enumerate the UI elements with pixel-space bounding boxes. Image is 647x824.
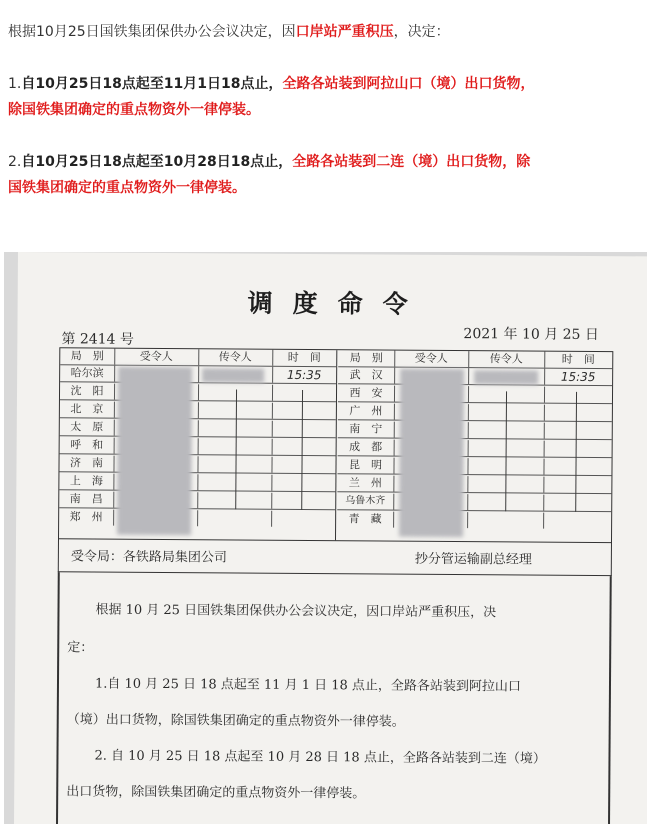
- body-line: 根据 10 月 25 日国铁集团保供办公会议决定，因口岸站严重积压，决: [95, 602, 497, 621]
- frame-left-line: [56, 572, 59, 824]
- bureau-cell: 呼 和: [60, 437, 115, 453]
- item-2-scope: 全路各站装到二连（境）出口货物，除: [292, 154, 531, 170]
- redacted-dispatcher: [202, 368, 264, 382]
- table-row: [60, 401, 336, 420]
- document-title: 调度命令: [247, 288, 428, 319]
- item-1-line-2: [8, 98, 260, 122]
- body-line: 2. 自 10 月 25 日 18 点起至 10 月 28 日 18 点止，全路各站装到二连（境）: [94, 748, 546, 767]
- item-1-except: 除: [8, 102, 22, 118]
- header-bureau: 局 别: [60, 348, 115, 364]
- item-2-line-1: [8, 150, 530, 174]
- header-time: 时 间: [561, 352, 595, 367]
- body-line: 1.自 10 月 25 日 18 点起至 11 月 1 日 18 点止，全路各站装到阿拉山口: [94, 676, 522, 695]
- recipient-table: [58, 347, 613, 543]
- intro-highlight: 口岸站严重积压: [295, 24, 394, 40]
- table-right-half: [337, 350, 612, 542]
- receiving-bureaus: 受令局：各铁路局集团公司: [70, 549, 227, 566]
- bureau-cell: 西 安: [338, 385, 395, 401]
- table-row: [338, 385, 612, 404]
- table-row: [59, 509, 335, 527]
- intro-tail: ，决定：: [393, 24, 450, 40]
- header-time: 时 间: [287, 350, 321, 365]
- bureau-cell: 乌鲁木齐: [337, 493, 394, 509]
- bureau-cell: 哈尔滨: [60, 365, 115, 381]
- time-cell: 15:35: [286, 367, 322, 383]
- header-recipient: 受令人: [114, 349, 199, 366]
- table-row: [337, 475, 611, 494]
- table-row: [337, 511, 611, 529]
- bureau-cell: 成 都: [338, 439, 395, 455]
- table-row: [338, 439, 612, 458]
- item-1-period: 自10月25日18点起至11月1日18点止，: [21, 76, 283, 92]
- body-line: 定：: [67, 640, 94, 656]
- redacted-dispatcher: [474, 370, 538, 384]
- dispatch-order-photo: [4, 252, 647, 824]
- table-row: [60, 437, 336, 456]
- table-row: [60, 365, 336, 384]
- item-1-scope: 全路各站装到阿拉山口（境）出口货物，: [282, 76, 535, 92]
- header-dispatcher: 传令人: [198, 349, 273, 366]
- table-header-row: [338, 350, 612, 369]
- body-line: 出口货物，除国铁集团确定的重点物资外一律停装。: [66, 784, 366, 802]
- bureau-cell: 北 京: [60, 401, 115, 417]
- bureau-cell: 兰 州: [337, 475, 394, 491]
- table-row: [338, 403, 612, 422]
- frame-right-line: [608, 576, 611, 824]
- item-1-line-1: [8, 72, 535, 96]
- table-row: [59, 455, 335, 474]
- header-bureau: 局 别: [338, 350, 395, 366]
- bureau-cell: 南 昌: [59, 491, 114, 507]
- item-2-suspend: 一律停装。: [176, 180, 246, 196]
- table-row: [60, 419, 336, 438]
- item-2-line-2: [8, 176, 246, 200]
- document-serial: 第 2414 号: [61, 331, 134, 348]
- bureau-cell: 济 南: [59, 455, 114, 471]
- bureau-cell: 青 藏: [337, 511, 394, 527]
- dispatch-order-paper: [14, 252, 647, 824]
- intro-paragraph: [8, 20, 450, 44]
- table-row: [59, 491, 335, 510]
- header-recipient: 受令人: [394, 351, 469, 368]
- item-2-exempt: 国铁集团确定的重点物资外: [8, 180, 176, 196]
- table-header-row: [60, 348, 336, 367]
- time-cell: 15:35: [560, 369, 596, 385]
- item-2-number: 2.: [8, 154, 22, 170]
- bureau-cell: 南 宁: [338, 421, 395, 437]
- body-line: （境）出口货物，除国铁集团确定的重点物资外一律停装。: [66, 712, 405, 730]
- bureau-cell: 郑 州: [59, 509, 114, 525]
- bureau-cell: 太 原: [60, 419, 115, 435]
- redacted-recipients: [399, 369, 464, 537]
- table-row: [60, 383, 336, 402]
- intro-text: 根据10月25日国铁集团保供办公会议决定，因: [8, 24, 296, 40]
- carbon-copy: 抄分管运输副总经理: [414, 551, 532, 568]
- item-1-exempt: 国铁集团确定的重点物资外: [22, 102, 190, 118]
- document-date: 2021 年 10 月 25 日: [463, 326, 600, 344]
- table-row: [337, 493, 611, 512]
- table-row: [337, 457, 611, 476]
- bureau-cell: 昆 明: [337, 457, 394, 473]
- item-1-number: 1.: [8, 76, 22, 92]
- bureau-cell: 沈 阳: [60, 383, 115, 399]
- bureau-cell: 广 州: [338, 403, 395, 419]
- recipient-footer: [58, 537, 612, 576]
- bureau-cell: 上 海: [59, 473, 114, 489]
- bureau-cell: 武 汉: [338, 367, 395, 383]
- item-1-suspend: 一律停装。: [190, 102, 260, 118]
- item-2-period: 自10月25日18点起至10月28日18点止，: [21, 154, 293, 170]
- table-left-half: [59, 348, 337, 540]
- table-row: [338, 421, 612, 440]
- redacted-recipients: [117, 367, 192, 536]
- header-dispatcher: 传令人: [468, 351, 545, 368]
- table-row: [59, 473, 335, 492]
